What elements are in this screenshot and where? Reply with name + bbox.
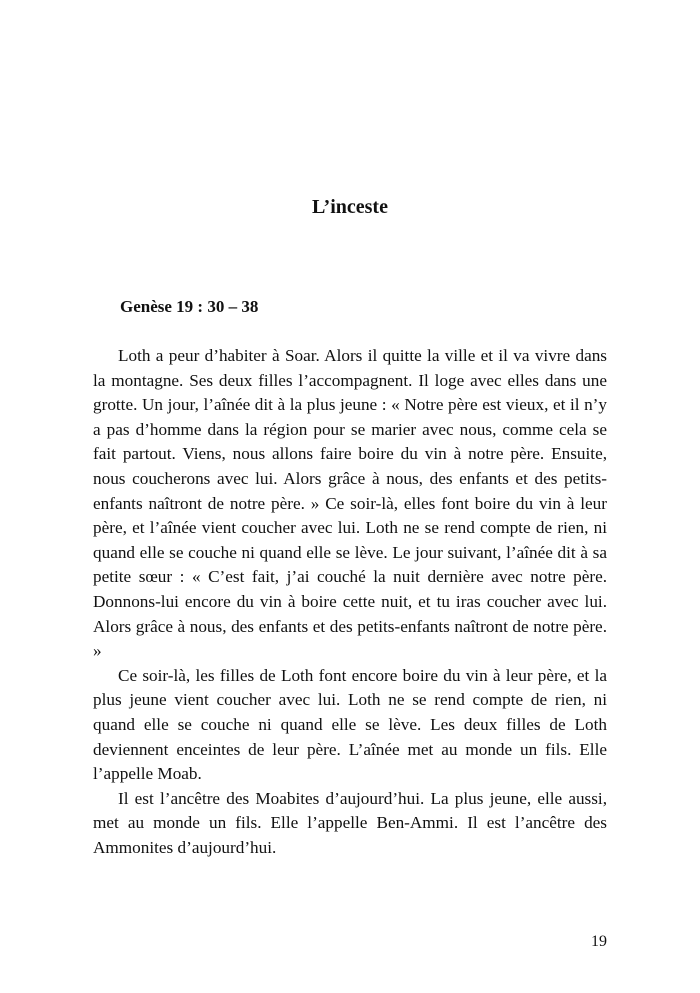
paragraph: Loth a peur d’habiter à Soar. Alors il quitte la ville et il va vivre dans la montagne. Ses deux filles l’accompagnent. Il loge avec elles dans une grotte. Un jour, l’aînée dit à la plus jeune : « Notre père est vieux, et il n’y a pas d’homme dans la région pour se marier avec nous, comme cela se fait partout. Viens, nous allons faire boire du vin à notre père. Ensuite, nous coucherons avec lui. Alors grâce à nous, des enfants et des petits-enfants naîtront de notre père. » Ce soir-là, elles font boire du vin à leur père, et l’aînée vient coucher avec lui. Loth ne se rend compte de rien, ni quand elle se couche ni quand elle se lève. Le jour suivant, l’aînée dit à sa petite sœur : « C’est fait, j’ai couché la nuit dernière avec notre père. Donnons-lui encore du vin à boire cette nuit, et tu iras coucher avec lui. Alors grâce à nous, des enfants et des petits-enfants naîtront de notre père. » [93, 346, 607, 661]
body-text [93, 344, 607, 860]
page-title: L’inceste [312, 196, 388, 218]
scripture-reference: Genèse 19 : 30 – 38 [120, 297, 259, 316]
paragraph: Ce soir-là, les filles de Loth font encore boire du vin à leur père, et la plus jeune vient coucher avec lui. Loth ne se rend compte de rien, ni quand elle se couche ni quand elle se lève. Les deux filles de Loth deviennent enceintes de leur père. L’aînée met au monde un fils. Elle l’appelle Moab. [93, 665, 607, 784]
paragraph: Il est l’ancêtre des Moabites d’aujourd’hui. La plus jeune, elle aussi, met au monde un fils. Elle l’appelle Ben-Ammi. Il est l’ancêtre des Ammonites d’aujourd’hui. [93, 788, 607, 857]
page-number: 19 [591, 933, 607, 950]
